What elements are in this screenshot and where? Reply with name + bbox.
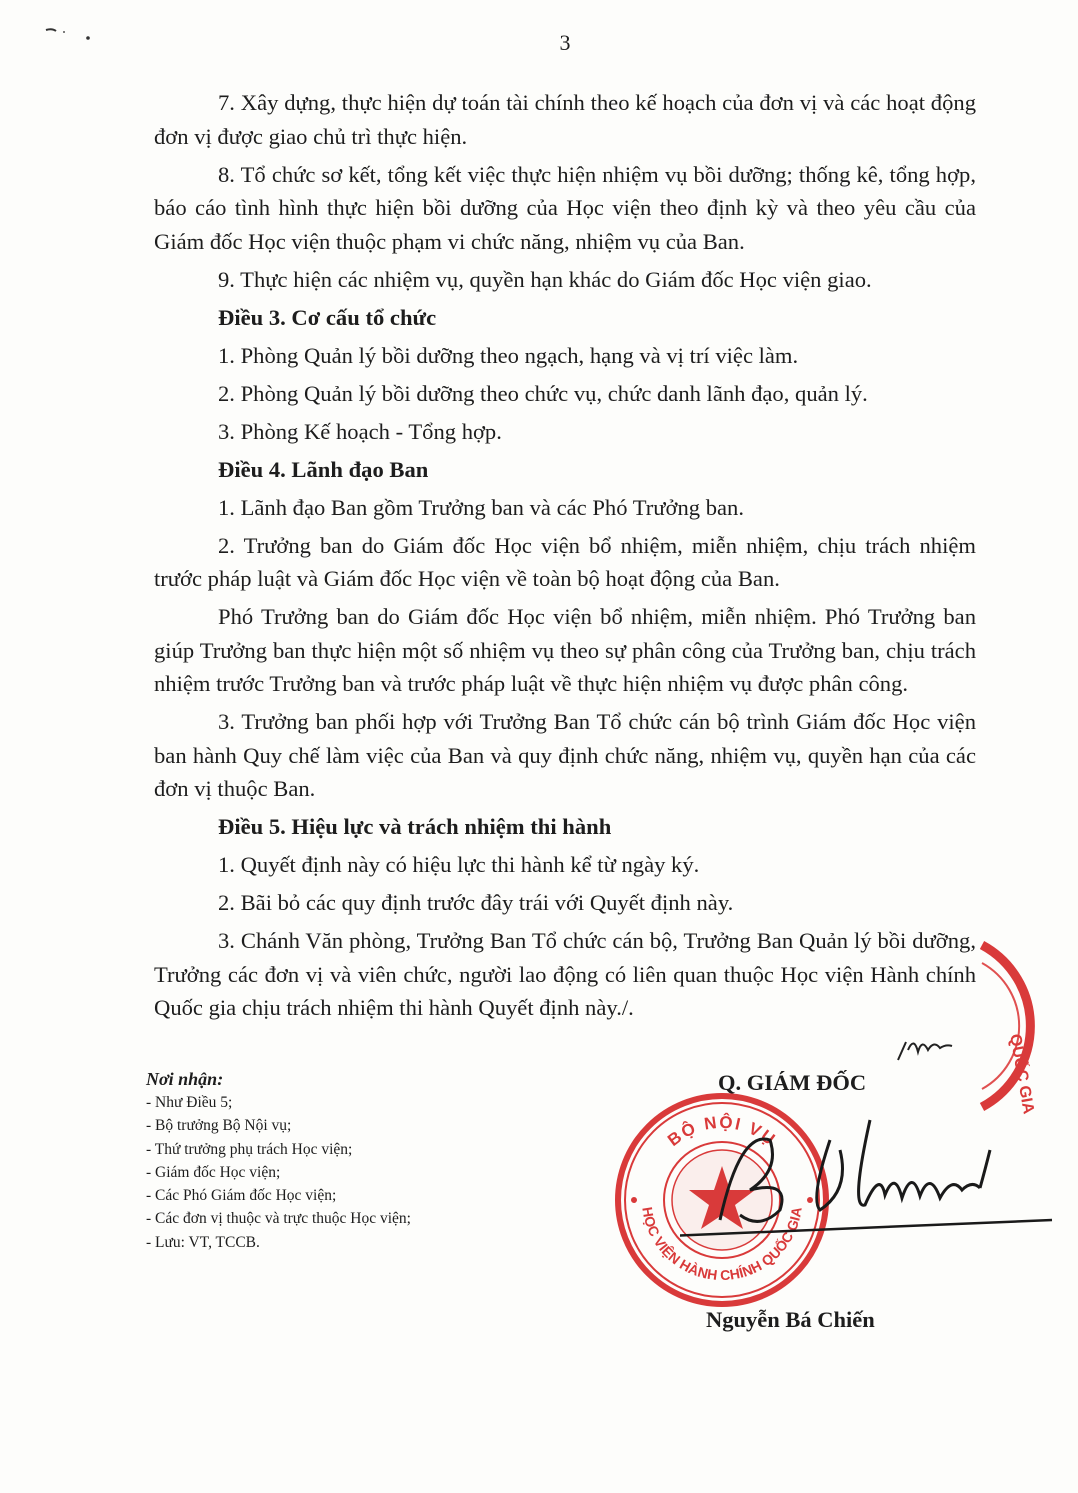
recipient-item: - Các Phó Giám đốc Học viện;: [146, 1187, 337, 1205]
recipient-item: - Giám đốc Học viện;: [146, 1163, 281, 1181]
document-body: [154, 86, 976, 1029]
signature-title: Q. GIÁM ĐỐC: [718, 1070, 867, 1095]
body-paragraph: 3. Phòng Kế hoạch - Tổng hợp.: [218, 418, 502, 444]
recipient-item: - Lưu: VT, TCCB.: [146, 1233, 260, 1251]
signer-name: Nguyễn Bá Chiến: [706, 1307, 875, 1332]
body-paragraph: Phó Trưởng ban do Giám đốc Học viện bổ nhiệm, miễn nhiệm. Phó Trưởng ban giúp Trưởng ban thực hiện một số nhiệm vụ theo sự phân công của Trưởng ban, chịu trách nhiệm trước Trưởng ban và trước pháp luật về thực hiện nhiệm vụ được phân công.: [154, 604, 976, 696]
body-paragraph: 9. Thực hiện các nhiệm vụ, quyền hạn khác do Giám đốc Học viện giao.: [218, 266, 872, 292]
body-paragraph: 2. Bãi bỏ các quy định trước đây trái với Quyết định này.: [218, 890, 734, 915]
recipient-item: - Các đơn vị thuộc và trực thuộc Học viện;: [146, 1210, 411, 1228]
body-paragraph: 2. Phòng Quản lý bồi dưỡng theo chức vụ, chức danh lãnh đạo, quản lý.: [218, 380, 868, 406]
body-paragraph: 3. Trưởng ban phối hợp với Trưởng Ban Tổ chức cán bộ trình Giám đốc Học viện ban hành Quy chế làm việc của Ban và quy định chức năng, nhiệm vụ, quyền hạn của các đơn vị thuộc Ban.: [154, 709, 976, 801]
body-paragraph: 2. Trưởng ban do Giám đốc Học viện bổ nhiệm, miễn nhiệm, chịu trách nhiệm trước pháp luật và Giám đốc Học viện về toàn bộ hoạt động của Ban.: [154, 532, 976, 591]
section-heading: Điều 5. Hiệu lực và trách nhiệm thi hành: [218, 814, 612, 839]
body-paragraph: 8. Tổ chức sơ kết, tổng kết việc thực hiện nhiệm vụ bồi dưỡng; thống kê, tổng hợp, báo cáo tình hình thực hiện bồi dưỡng của Học viện theo định kỳ và theo yêu cầu của Giám đốc Học viện thuộc phạm vi chức năng, nhiệm vụ của Ban.: [154, 161, 976, 254]
recipients-title: Nơi nhận:: [146, 1069, 224, 1089]
svg-text:HỌC VIỆN HÀNH CHÍNH QUỐC GIA: HỌC VIỆN HÀNH CHÍNH QUỐC GIA: [639, 1205, 805, 1284]
recipient-item: - Thứ trưởng phụ trách Học viện;: [146, 1140, 353, 1158]
page-number: 3: [559, 30, 571, 55]
svg-text:BỘ NỘI VỤ: BỘ NỘI VỤ: [664, 1112, 780, 1150]
initials-mark: [896, 1026, 956, 1071]
body-paragraph: 1. Lãnh đạo Ban gồm Trưởng ban và các Phó Trưởng ban.: [218, 494, 744, 520]
recipients-block: [146, 1067, 566, 1254]
section-heading: Điều 3. Cơ cấu tổ chức: [218, 304, 437, 330]
body-paragraph: 3. Chánh Văn phòng, Trưởng Ban Tổ chức cán bộ, Trưởng Ban Quản lý bồi dưỡng, Trưởng các đơn vị và viên chức, người lao động có liên quan thuộc Học viện Hành chính Quốc gia chịu trách nhiệm thi hành Quyết định này./.: [154, 928, 976, 1020]
recipient-item: - Bộ trưởng Bộ Nội vụ;: [146, 1117, 292, 1135]
body-paragraph: 1. Phòng Quản lý bồi dưỡng theo ngạch, hạng và vị trí việc làm.: [218, 342, 799, 368]
recipient-list: [146, 1091, 566, 1254]
body-paragraph: 7. Xây dựng, thực hiện dự toán tài chính theo kế hoạch của đơn vị và các hoạt động đơn vị được giao chủ trì thực hiện.: [154, 90, 976, 149]
partial-seal-stamp: [976, 935, 1078, 1120]
section-heading: Điều 4. Lãnh đạo Ban: [218, 456, 429, 482]
handwritten-signature: [680, 1110, 1060, 1265]
body-paragraph: 1. Quyết định này có hiệu lực thi hành kể từ ngày ký.: [218, 852, 700, 877]
svg-text:QUỐC GIA: QUỐC GIA: [1006, 1032, 1037, 1115]
recipient-item: - Như Điều 5;: [146, 1094, 233, 1111]
